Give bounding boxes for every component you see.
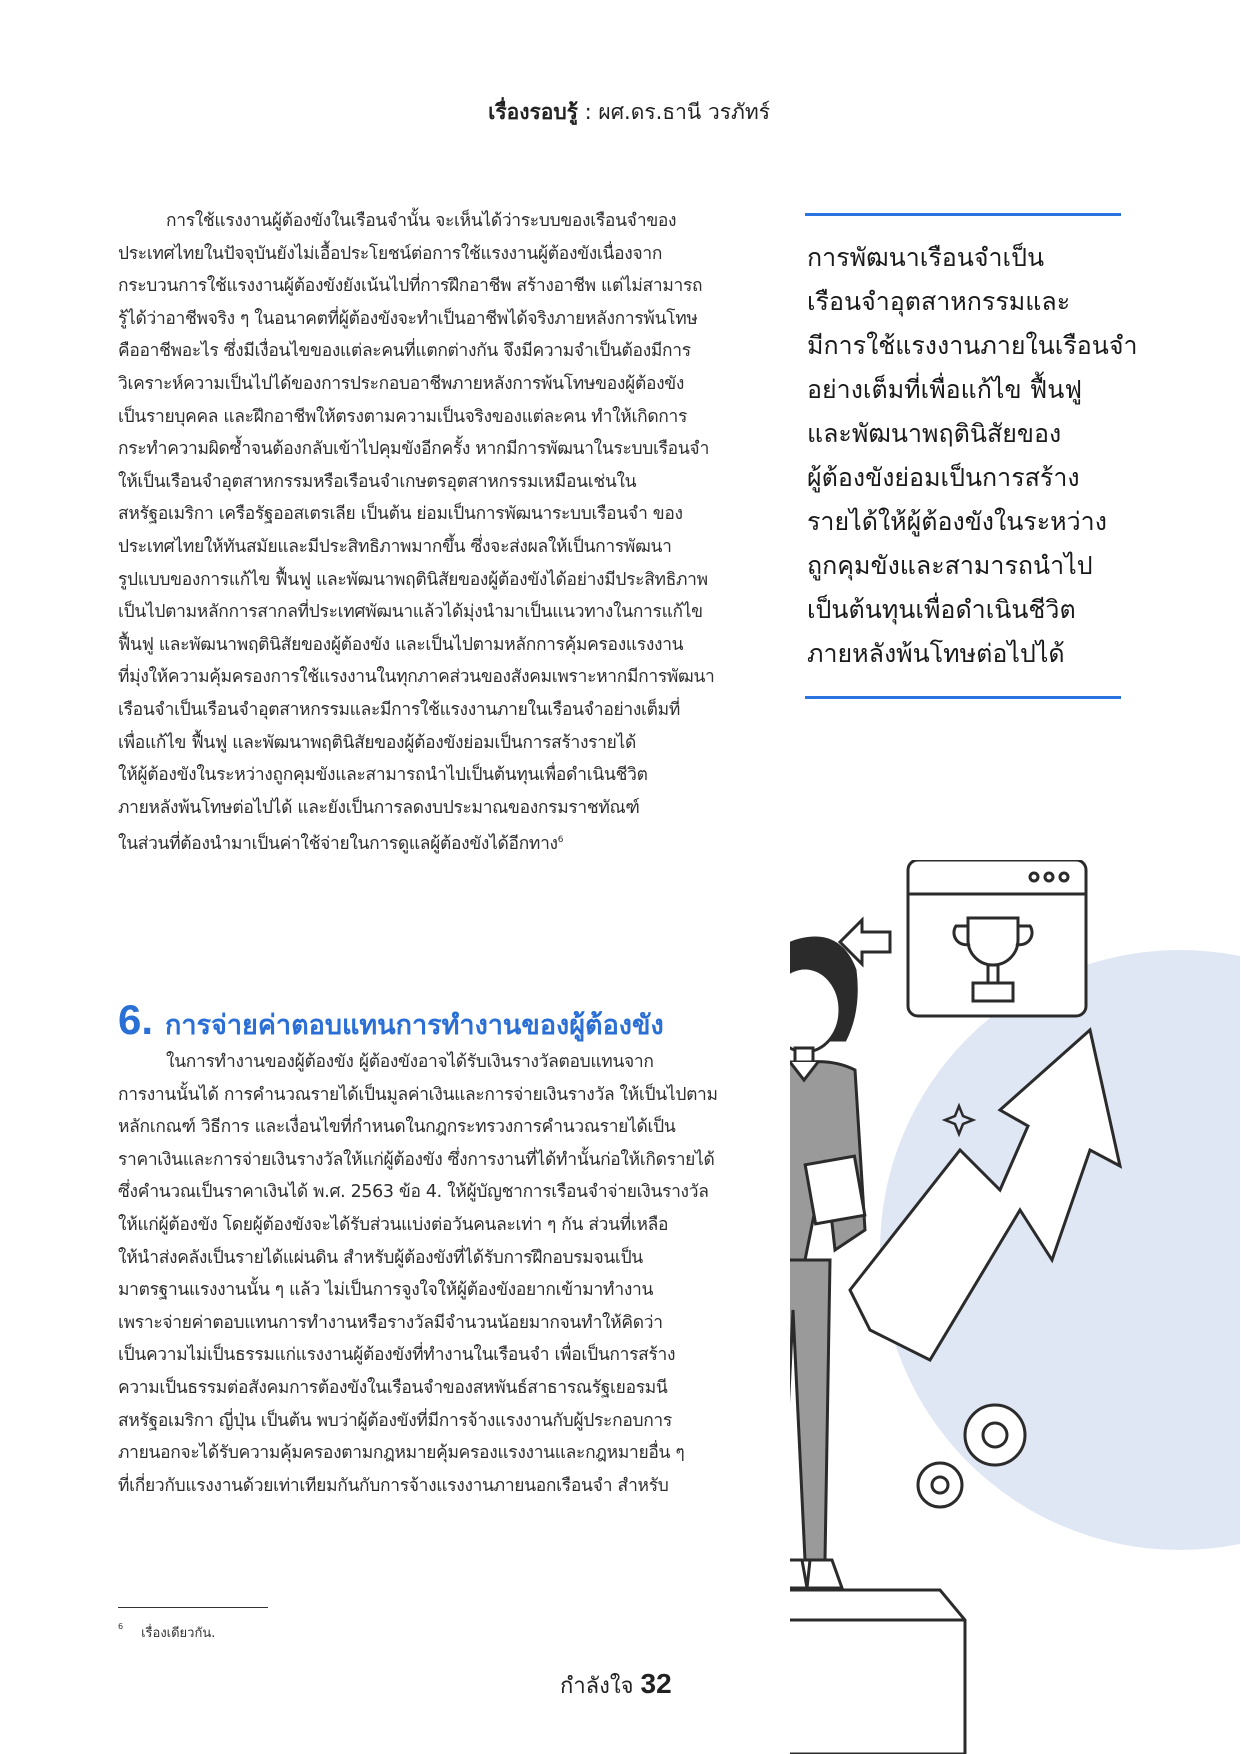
pull-quote [805,213,1138,699]
text-line: ซึ่งคำนวณเป็นราคาเงินได้ พ.ศ. 2563 ข้อ 4. ให้ผู้บัญชาการเรือนจำจ่ายเงินรางวัล [118,1182,709,1203]
text-line: ประเทศไทยให้ทันสมัยและมีประสิทธิภาพมากขึ้น ซึ่งจะส่งผลให้เป็นการพัฒนา [118,536,672,557]
body-paragraph-2 [118,1046,768,1502]
text-line: ภายหลังพ้นโทษต่อไปได้ และยังเป็นการลดงบประมาณของกรมราชทัณฑ์ [118,797,640,818]
text-line: ที่เกี่ยวกับแรงงานด้วยเท่าเทียมกันกับการจ้างแรงงานภายนอกเรือนจำ สำหรับ [118,1475,669,1496]
header-label: เรื่องรอบรู้ [488,100,578,124]
pull-quote-bottom-rule [805,696,1121,699]
section-title: การจ่ายค่าตอบแทนการทำงานของผู้ต้องขัง [165,1010,664,1041]
footnote [118,1622,215,1643]
page-number: 32 [640,1668,672,1699]
trophy-window-icon [908,860,1086,1016]
pull-quote-line: ภายหลังพ้นโทษต่อไปได้ [807,639,1065,668]
text-line: ให้แก่ผู้ต้องขัง โดยผู้ต้องขังจะได้รับส่วนแบ่งต่อวันคนละเท่า ๆ กัน ส่วนที่เหลือ [118,1214,669,1235]
text-line: สหรัฐอเมริกา เครือรัฐออสเตรเลีย เป็นต้น ย่อมเป็นการพัฒนาระบบเรือนจำ ของ [118,504,683,525]
text-line: การใช้แรงงานผู้ต้องขังในเรือนจำนั้น จะเห็นได้ว่าระบบของเรือนจำของ [166,211,677,231]
text-line: ที่มุ่งให้ความคุ้มครองการใช้แรงงานในทุกภาคส่วนของสังคมเพราะหากมีการพัฒนา [118,667,715,688]
body-paragraph-1 [118,205,768,861]
text-line: ให้ผู้ต้องขังในระหว่างถูกคุมขังและสามารถนำไปเป็นต้นทุนเพื่อดำเนินชีวิต [118,765,648,786]
text-line: เป็นไปตามหลักการสากลที่ประเทศพัฒนาแล้วได้มุ่งนำมาเป็นแนวทางในการแก้ไข [118,602,703,623]
page-footer [560,1668,672,1703]
text-line: ความเป็นธรรมต่อสังคมการต้องขังในเรือนจำของสหพันธ์สาธารณรัฐเยอรมนี [118,1377,668,1398]
pull-quote-line: เรือนจำอุตสาหกรรมและ [807,287,1071,316]
text-line: ในการทำงานของผู้ต้องขัง ผู้ต้องขังอาจได้รับเงินรางวัลตอบแทนจาก [166,1052,654,1072]
section-number: 6. [118,996,154,1043]
text-line: ในส่วนที่ต้องนำมาเป็นค่าใช้จ่ายในการดูแลผู้ต้องขังได้อีกทาง$^6$ [118,834,564,855]
text-line: เพราะจ่ายค่าตอบแทนการทำงานหรือรางวัลมีจำนวนน้อยมากจนทำให้คิดว่า [118,1312,663,1333]
text-line: เพื่อแก้ไข ฟื้นฟู และพัฒนาพฤตินิสัยของผู้ต้องขังย่อมเป็นการสร้างรายได้ [118,732,636,753]
text-line: สหรัฐอเมริกา ญี่ปุ่น เป็นต้น พบว่าผู้ต้องขังที่มีการจ้างแรงงานกับผู้ประกอบการ [118,1410,672,1431]
woman-figure [790,938,865,1588]
page-header [400,96,770,129]
text-line: ให้เป็นเรือนจำอุตสาหกรรมหรือเรือนจำเกษตรอุตสาหกรรมเหมือนเช่นใน [118,471,637,492]
pull-quote-line: มีการใช้แรงงานภายในเรือนจำ [807,331,1138,360]
section-heading [118,996,778,1046]
text-line: มาตรฐานแรงงานนั้น ๆ แล้ว ไม่เป็นการจูงใจให้ผู้ต้องขังอยากเข้ามาทำงาน [118,1280,654,1301]
text-line: กระบวนการใช้แรงงานผู้ต้องขังยังเน้นไปที่การฝึกอาชีพ สร้างอาชีพ แต่ไม่สามารถ [118,276,703,297]
pedestal [790,1590,965,1754]
text-line: เป็นรายบุคคล และฝึกอาชีพให้ตรงตามความเป็นจริงของแต่ละคน ทำให้เกิดการ [118,406,688,427]
text-line: ให้นำส่งคลังเป็นรายได้แผ่นดิน สำหรับผู้ต้องขังที่ได้รับการฝึกอบรมจนเป็น [118,1247,643,1268]
text-line: วิเคราะห์ความเป็นไปได้ของการประกอบอาชีพภายหลังการพ้นโทษของผู้ต้องขัง [118,373,685,394]
header-author: ผศ.ดร.ธานี วรภัทร์ [598,100,770,124]
text-line: เป็นความไม่เป็นธรรมแก่แรงงานผู้ต้องขังที่ทำงานในเรือนจำ เพื่อเป็นการสร้าง [118,1345,676,1366]
footnote-divider [118,1607,268,1608]
woman-trophy-illustration [790,860,1240,1754]
text-line: เรือนจำเป็นเรือนจำอุตสาหกรรมและมีการใช้แรงงานภายในเรือนจำอย่างเต็มที่ [118,699,680,720]
text-line: รู้ได้ว่าอาชีพจริง ๆ ในอนาคตที่ผู้ต้องขังจะทำเป็นอาชีพได้จริงภายหลังการพ้นโทษ [118,308,698,329]
pull-quote-line: รายได้ให้ผู้ต้องขังในระหว่าง [807,507,1107,536]
pull-quote-line: การพัฒนาเรือนจำเป็น [807,243,1045,272]
pull-quote-line: ถูกคุมขังและสามารถนำไป [807,551,1093,580]
text-line: หลักเกณฑ์ วิธีการ และเงื่อนไขที่กำหนดในกฎกระทรวงการคำนวณรายได้เป็น [118,1117,676,1138]
text-line: ฟื้นฟู และพัฒนาพฤตินิสัยของผู้ต้องขัง และเป็นไปตามหลักการคุ้มครองแรงงาน [118,634,684,655]
text-line: กระทำความผิดซ้ำจนต้องกลับเข้าไปคุมขังอีกครั้ง หากมีการพัฒนาในระบบเรือนจำ [118,439,710,460]
footnote-text: เรื่องเดียวกัน. [141,1626,216,1641]
text-line: รูปแบบของการแก้ไข ฟื้นฟู และพัฒนาพฤตินิสัยของผู้ต้องขังได้อย่างมีประสิทธิภาพ [118,569,708,590]
pull-quote-line: อย่างเต็มที่เพื่อแก้ไข ฟื้นฟู [807,375,1083,404]
text-line: คืออาชีพอะไร ซึ่งมีเงื่อนไขของแต่ละคนที่แตกต่างกัน จึงมีความจำเป็นต้องมีการ [118,341,691,362]
footnote-reference[interactable]: 6 [557,835,564,846]
text-line: ราคาเงินและการจ่ายเงินรางวัลให้แก่ผู้ต้องขัง ซึ่งการงานที่ได้ทำนั้นก่อให้เกิดรายได้ [118,1149,715,1170]
header-separator: : [577,100,599,124]
text-line: การงานนั้นได้ การคำนวณรายได้เป็นมูลค่าเงินและการจ่ายเงินรางวัล ให้เป็นไปตาม [118,1084,718,1105]
pull-quote-line: และพัฒนาพฤตินิสัยของ [807,419,1062,448]
pull-quote-line: เป็นต้นทุนเพื่อดำเนินชีวิต [807,595,1076,624]
text-line: ภายนอกจะได้รับความคุ้มครองตามกฎหมายคุ้มครองแรงงานและกฎหมายอื่น ๆ [118,1443,685,1464]
magazine-name: กำลังใจ [560,1674,634,1699]
pull-quote-text [805,216,1138,696]
footnote-mark: 6 [118,1622,124,1631]
text-line: ประเทศไทยในปัจจุบันยังไม่เอื้อประโยชน์ต่อการใช้แรงงานผู้ต้องขังเนื่องจาก [118,243,663,264]
pull-quote-line: ผู้ต้องขังย่อมเป็นการสร้าง [807,463,1080,492]
